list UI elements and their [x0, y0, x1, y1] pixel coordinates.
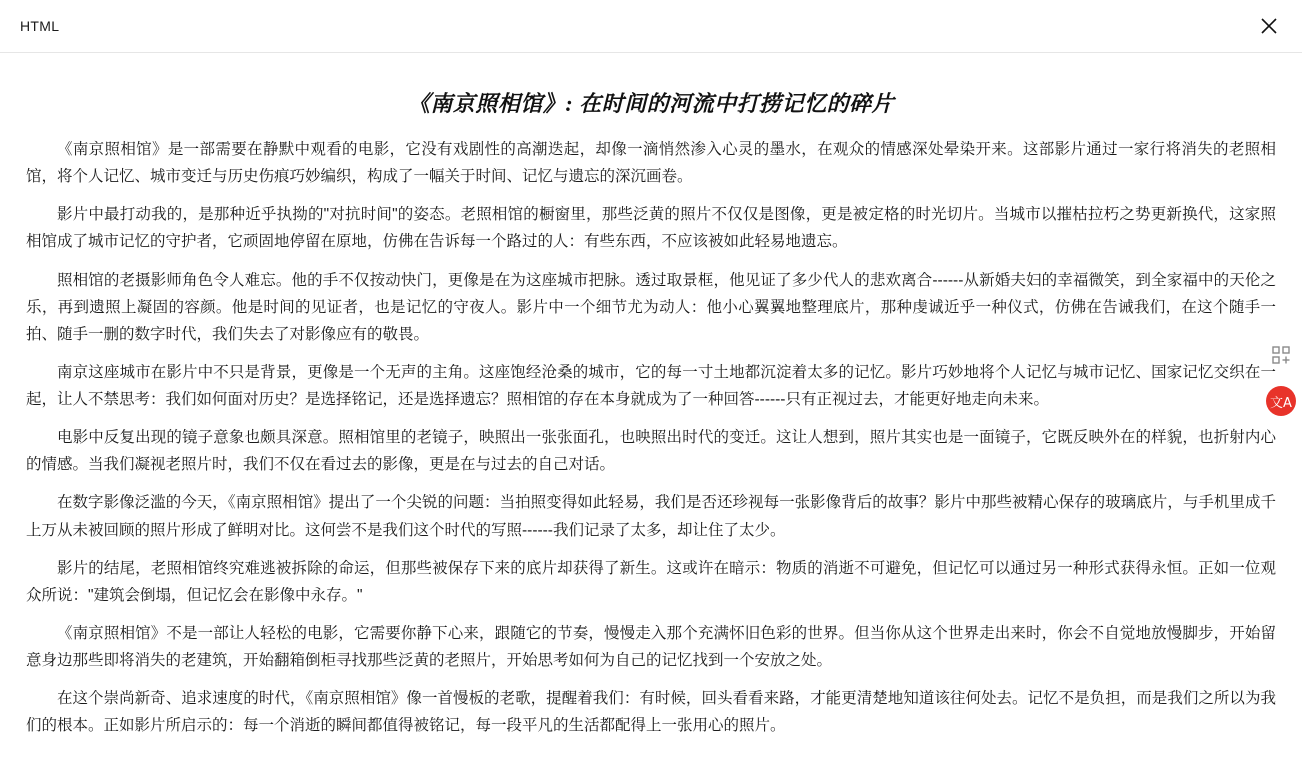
document-body	[0, 53, 1302, 760]
paragraph: 电影中反复出现的镜子意象也颇具深意。照相馆里的老镜子，映照出一张张面孔，也映照出时代的变迁。这让人想到，照片其实也是一面镜子，它既反映外在的样貌，也折射内心的情感。当我们凝视老照片时，我们不仅在看过去的影像，更是在与过去的自己对话。	[26, 429, 1276, 474]
translate-badge[interactable]: 文A	[1266, 386, 1296, 416]
title-bar	[0, 0, 1302, 53]
close-icon[interactable]	[1254, 11, 1284, 41]
paragraph: 影片中最打动我的，是那种近乎执拗的"对抗时间"的姿态。老照相馆的橱窗里，那些泛黄的照片不仅仅是图像，更是被定格的时光切片。当城市以摧枯拉朽之势更新换代，这家照相馆成了城市记忆的守护者，它顽固地停留在原地，仿佛在告诉每一个路过的人：有些东西，不应该被如此轻易地遗忘。	[26, 206, 1276, 251]
page-title: 《南京照相馆》: 在时间的河流中打捞记忆的碎片	[407, 91, 895, 116]
paragraph: 《南京照相馆》不是一部让人轻松的电影，它需要你静下心来，跟随它的节奏，慢慢走入那个充满怀旧色彩的世界。但当你从这个世界走出来时，你会不自觉地放慢脚步，开始留意身边那些即将消失的老建筑，开始翻箱倒柜寻找那些泛黄的老照片，开始思考如何为自己的记忆找到一个安放之处。	[26, 624, 1276, 669]
floating-widgets	[1266, 340, 1296, 416]
paragraph: 影片的结尾，老照相馆终究难逃被拆除的命运，但那些被保存下来的底片却获得了新生。这或许在暗示：物质的消逝不可避免，但记忆可以通过另一种形式获得永恒。正如一位观众所说："建筑会倒塌，但记忆会在影像中永存。"	[26, 559, 1276, 604]
window-title: HTML	[20, 18, 60, 34]
grid-plus-icon[interactable]	[1266, 340, 1296, 370]
paragraph: 在数字影像泛滥的今天，《南京照相馆》提出了一个尖锐的问题：当拍照变得如此轻易，我们是否还珍视每一张影像背后的故事？影片中那些被精心保存的玻璃底片，与手机里成千上万从未被回顾的照片形成了鲜明对比。这何尝不是我们这个时代的写照------我们记录了太多，却让住了太少。	[26, 494, 1276, 539]
paragraph: 在这个崇尚新奇、追求速度的时代，《南京照相馆》像一首慢板的老歌，提醒着我们：有时候，回头看看来路，才能更清楚地知道该往何处去。记忆不是负担，而是我们之所以为我们的根本。正如影片所启示的：每一个消逝的瞬间都值得被铭记，每一段平凡的生活都配得上一张用心的照片。	[26, 690, 1276, 735]
paragraph: 照相馆的老摄影师角色令人难忘。他的手不仅按动快门，更像是在为这座城市把脉。透过取景框，他见证了多少代人的悲欢离合------从新婚夫妇的幸福微笑，到全家福中的天伦之乐，再到遗照上凝固的容颜。他是时间的见证者，也是记忆的守夜人。影片中一个细节尤为动人：他小心翼翼地整理底片，那种虔诚近乎一种仪式，仿佛在告诫我们，在这个随手一拍、随手一删的数字时代，我们失去了对影像应有的敬畏。	[26, 271, 1276, 343]
paragraph: 《南京照相馆》是一部需要在静默中观看的电影，它没有戏剧性的高潮迭起，却像一滴悄然渗入心灵的墨水，在观众的情感深处晕染开来。这部影片通过一家行将消失的老照相馆，将个人记忆、城市变迁与历史伤痕巧妙编织，构成了一幅关于时间、记忆与遗忘的深沉画卷。	[26, 141, 1276, 186]
paragraph: 南京这座城市在影片中不只是背景，更像是一个无声的主角。这座饱经沧桑的城市，它的每一寸土地都沉淀着太多的记忆。影片巧妙地将个人记忆与城市记忆、国家记忆交织在一起，让人不禁思考：我们如何面对历史？是选择铭记，还是选择遗忘？照相馆的存在本身就成为了一种回答------只有正视过去，才能更好地走向未来。	[26, 363, 1276, 408]
